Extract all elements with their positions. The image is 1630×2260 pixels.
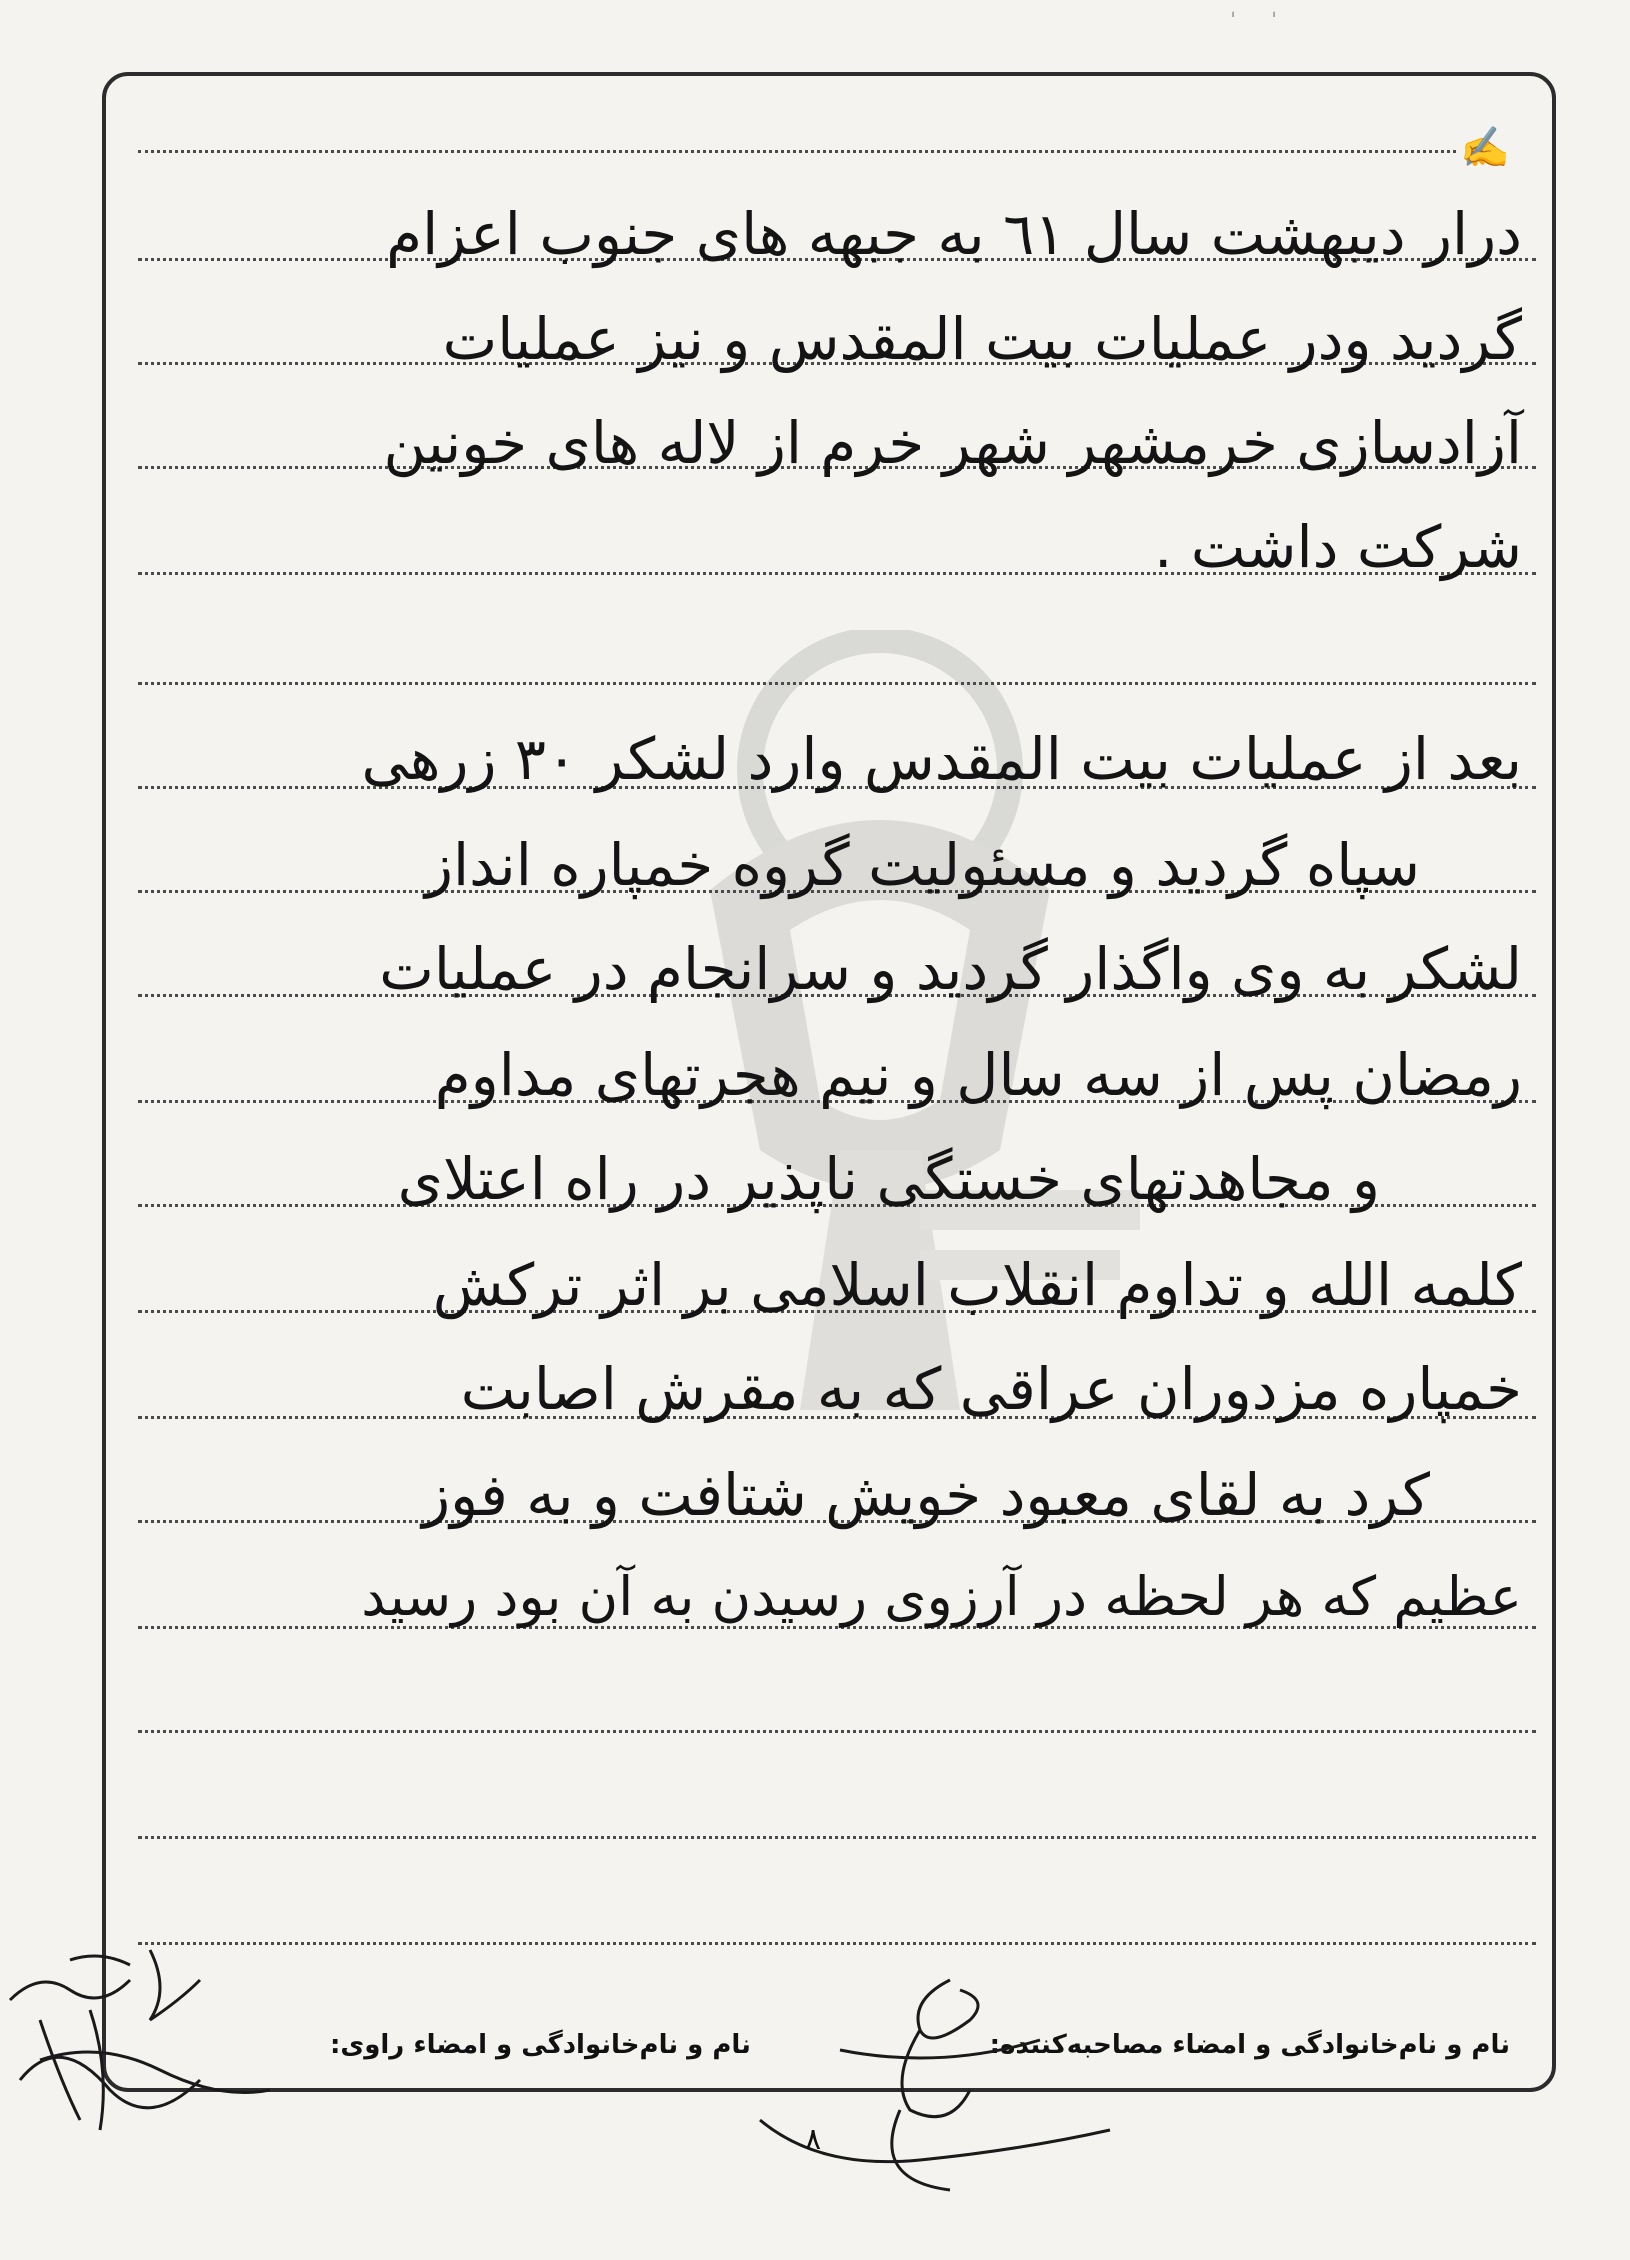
handwritten-line: درار دیبهشت سال ٦١ به جبهه های جنوب اعزام bbox=[386, 200, 1522, 268]
interviewer-signature bbox=[720, 1960, 1140, 2200]
handwritten-line: کرد به لقای معبود خویش شتافت و به فوز bbox=[422, 1461, 1430, 1529]
narrator-signature-label: نام و نام‌خانوادگی و امضاء راوی: bbox=[330, 2030, 751, 2060]
ruled-line bbox=[138, 1730, 1536, 1733]
handwritten-line: گردید ودر عملیات بیت المقدس و نیز عملیات bbox=[442, 305, 1522, 373]
ruled-line bbox=[138, 1836, 1536, 1839]
handwritten-line: رمضان پس از سه سال و نیم هجرتهای مداوم bbox=[434, 1041, 1522, 1109]
narrator-signature bbox=[0, 1940, 320, 2140]
handwritten-line: عظیم که هر لحظه در آرزوی رسیدن به آن بود رسید bbox=[361, 1565, 1522, 1628]
page-number: ٨ bbox=[805, 2122, 822, 2157]
ruled-line bbox=[138, 1942, 1536, 1945]
top-margin-marks: ˈ ˈ bbox=[1230, 10, 1278, 35]
handwritten-line: شرکت داشت . bbox=[1154, 513, 1522, 581]
writing-hand-icon: ✍ bbox=[1460, 125, 1510, 171]
handwritten-line: و مجاهدتهای خستگی ناپذیر در راه اعتلای bbox=[397, 1145, 1380, 1213]
handwritten-line: لشکر به وی واگذار گردید و سرانجام در عملیات bbox=[379, 935, 1522, 1003]
handwritten-line: کلمه الله و تداوم انقلاب اسلامی بر اثر ترکش bbox=[432, 1251, 1522, 1319]
handwritten-line: خمپاره مزدوران عراقی که به مقرش اصابت bbox=[460, 1355, 1522, 1423]
handwritten-line: آزادسازی خرمشهر شهر خرم از لاله های خونین bbox=[383, 409, 1522, 477]
interviewer-signature-label: نام و نام‌خانوادگی و امضاء مصاحبه‌کننده: bbox=[989, 2030, 1510, 2060]
ruled-line bbox=[138, 682, 1536, 685]
handwritten-line: سپاه گردید و مسئولیت گروه خمپاره انداز bbox=[424, 831, 1420, 899]
ruled-line bbox=[138, 150, 1456, 153]
handwritten-line: بعد از عملیات بیت المقدس وارد لشکر ٣٠ زرهی bbox=[361, 725, 1522, 793]
